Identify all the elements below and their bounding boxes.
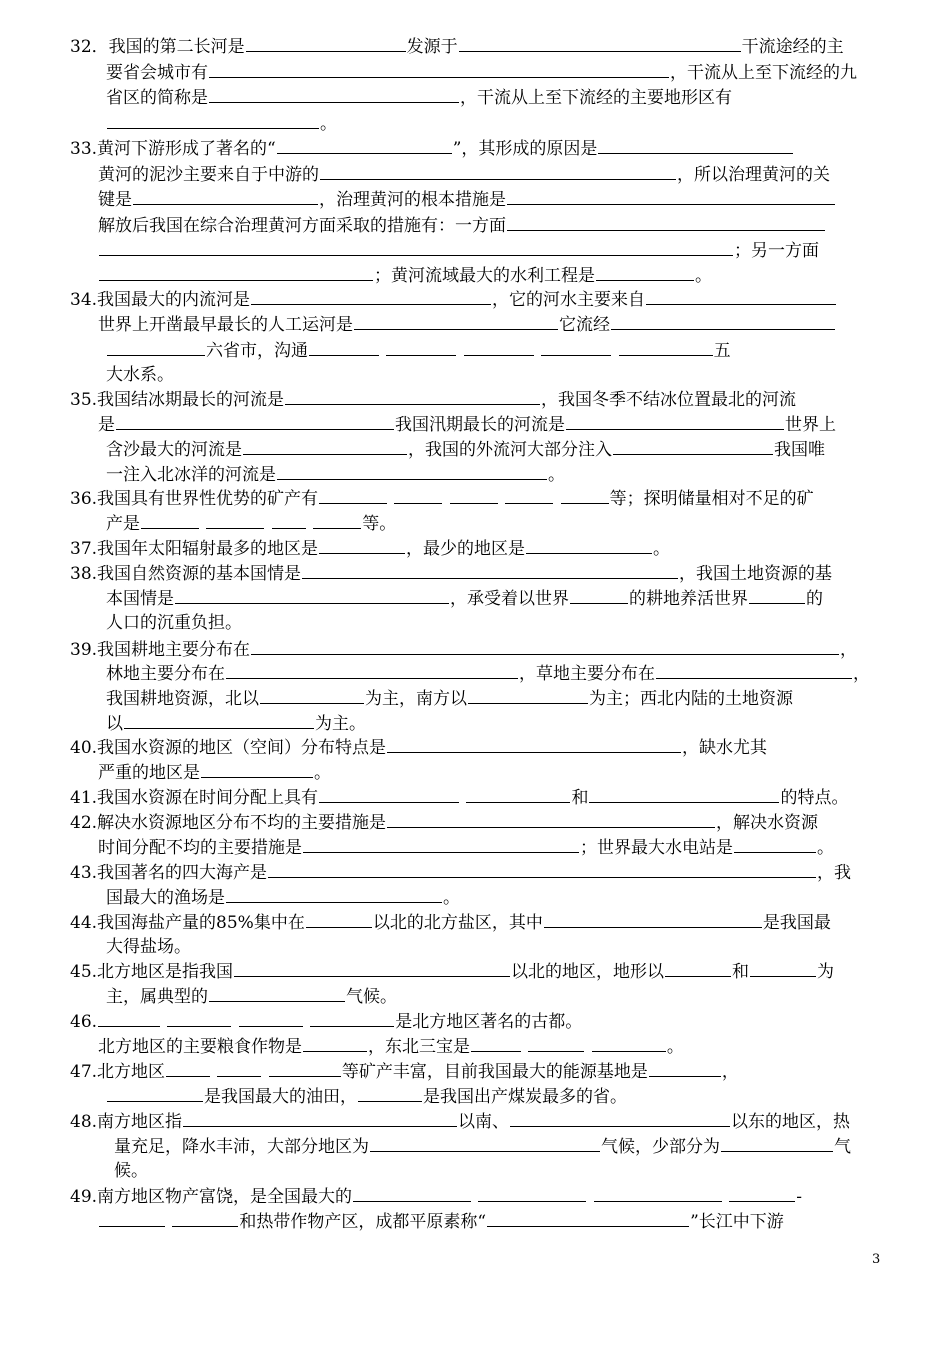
question-line [106,661,870,685]
line-text: ”，其形成的原因是 [452,139,598,159]
line-text: 气候。 [346,987,397,1007]
line-text: 省区的简称是 [106,88,208,108]
answer-blank[interactable] [394,486,442,504]
line-text: 等矿产丰富，目前我国最大的能源基地是 [341,1062,648,1082]
answer-blank[interactable] [209,60,669,78]
question-line [70,561,832,585]
answer-blank[interactable] [749,586,805,604]
line-text: 为主。 [315,714,366,734]
line-text: 气 [834,1137,851,1157]
answer-blank[interactable] [313,511,361,529]
line-text [460,788,465,808]
answer-blank[interactable] [124,711,314,729]
answer-blank[interactable] [183,1109,457,1127]
line-text: 45.北方地区是指我国 [70,962,234,982]
line-text: 人口的沉重负担。 [106,613,242,633]
answer-blank[interactable] [319,536,405,554]
answer-blank[interactable] [209,85,459,103]
answer-blank[interactable] [260,686,364,704]
answer-blank[interactable] [354,312,558,330]
line-text: 是北方地区著名的古都。 [395,1012,583,1032]
question-line [106,511,396,535]
question-line [98,263,712,287]
question-line [70,136,794,160]
answer-blank[interactable] [107,1084,203,1102]
line-text: 。 [320,114,337,134]
answer-blank[interactable] [471,1034,521,1052]
answer-blank[interactable] [319,486,387,504]
line-text: 主，属典型的 [106,987,208,1007]
answer-blank[interactable] [98,1009,160,1027]
question-line [106,711,366,735]
line-text: 。 [666,1037,684,1057]
line-text: 我国唯 [774,440,825,460]
answer-blank[interactable] [561,486,609,504]
line-text [200,514,205,534]
answer-blank[interactable] [107,338,205,356]
line-text [522,1037,527,1057]
answer-blank[interactable] [721,1134,833,1152]
line-text: ，草地主要分布在 [519,664,655,684]
line-text: 含沙最大的河流是 [106,440,242,460]
line-text: 五 [713,341,731,361]
answer-blank[interactable] [358,1084,422,1102]
line-text [262,1062,267,1082]
answer-blank[interactable] [510,1109,730,1127]
line-text [499,489,504,509]
question-line [70,860,851,884]
question-line [98,162,830,186]
answer-blank[interactable] [217,1059,261,1077]
line-text [388,489,393,509]
line-text: 解放后我国在综合治理黄河方面采取的措施有：一方面 [98,216,506,236]
question-line [70,1184,802,1208]
question-line [70,637,857,661]
line-text: ，治理黄河的根本措施是 [319,190,506,210]
answer-blank[interactable] [269,1059,341,1077]
answer-blank[interactable] [734,835,816,853]
answer-blank[interactable] [619,338,713,356]
line-text: 。 [548,465,565,485]
line-text: ，所以治理黄河的关 [677,165,830,185]
line-text: 36.我国具有世界性优势的矿产有 [70,489,319,509]
answer-blank[interactable] [729,1184,795,1202]
line-text: 。 [817,838,834,858]
answer-blank[interactable] [226,661,518,679]
answer-blank[interactable] [589,785,779,803]
question-line [98,1034,684,1058]
question-line [70,910,831,934]
line-text: ，我 [817,863,852,883]
question-line [106,462,565,486]
answer-blank[interactable] [272,511,306,529]
line-text: ，东北三宝是 [368,1037,470,1057]
answer-blank[interactable] [206,511,264,529]
answer-blank[interactable] [239,1009,303,1027]
line-text: 43.我国著名的四大海产是 [70,863,268,883]
question-line [70,735,767,759]
question-line [106,586,823,610]
answer-blank[interactable] [306,910,372,928]
line-text: 的耕地养活世界 [629,589,748,609]
answer-blank[interactable] [251,637,839,655]
answer-blank[interactable] [246,34,406,52]
line-text: 量充足，降水丰沛，大部分地区为 [114,1137,369,1157]
question-line [70,486,814,510]
question-line [98,412,836,436]
answer-blank[interactable] [309,338,379,356]
line-text: 一注入北冰洋的河流是 [106,465,276,485]
line-text: 它流经 [559,315,610,335]
line-text: ，干流从上至下流经的九 [670,63,857,83]
answer-blank[interactable] [303,1034,367,1052]
answer-blank[interactable] [507,187,835,205]
answer-blank[interactable] [468,686,588,704]
line-text: 北方地区的主要粮食作物是 [98,1037,302,1057]
answer-blank[interactable] [466,785,570,803]
line-text: 以 [106,714,123,734]
question-line [70,287,837,311]
line-text: 40.我国水资源的地区（空间）分布特点是 [70,738,387,758]
line-text: ，我国的外流河大部分注入 [408,440,612,460]
line-text: 44.我国海盐产量的85%集中在 [70,913,305,933]
question-line [70,785,848,809]
line-text: 大水系。 [106,365,174,385]
line-text: ，干流从上至下流经的主要地形区有 [460,88,732,108]
line-text [443,489,448,509]
line-text: ，我国冬季不结冰位置最北的河流 [541,390,797,410]
line-text: 时间分配不均的主要措施是 [98,838,302,858]
line-text: 国最大的渔场是 [106,888,225,908]
answer-blank[interactable] [277,136,452,154]
answer-blank[interactable] [566,412,784,430]
line-text [554,489,559,509]
line-text: 黄河的泥沙主要来自于中游的 [98,165,319,185]
line-text [232,1012,237,1032]
question-line [106,984,397,1008]
answer-blank[interactable] [596,263,694,281]
line-text: ；世界最大水电站是 [580,838,733,858]
line-text: 以东的地区，热 [731,1112,851,1132]
line-text: 为主；西北内陆的土地资源 [589,689,793,709]
answer-blank[interactable] [234,959,510,977]
question-line [70,387,796,411]
line-text [535,341,540,361]
answer-blank[interactable] [387,810,715,828]
line-text: ，承受着以世界 [450,589,569,609]
answer-blank[interactable] [570,586,628,604]
line-text: 我国汛期最长的河流是 [395,415,565,435]
answer-blank[interactable] [353,1184,471,1202]
line-text: 的 [806,589,823,609]
line-text: 33.黄河下游形成了著名的“ [70,139,276,159]
line-text: 和 [732,962,750,982]
line-text: 是 [98,415,115,435]
question-line [98,187,836,211]
answer-blank[interactable] [320,162,676,180]
line-text [472,1187,477,1207]
answer-blank[interactable] [251,287,491,305]
line-text [307,514,312,534]
answer-blank[interactable] [141,511,199,529]
answer-blank[interactable] [116,412,394,430]
line-text [265,514,270,534]
question-line [106,338,731,362]
line-text [612,341,617,361]
line-text: 38.我国自然资源的基本国情是 [70,564,302,584]
answer-blank[interactable] [277,462,547,480]
line-text: ”长江中下游 [690,1212,784,1232]
line-text: 48.南方地区指 [70,1112,183,1132]
line-text: 严重的地区是 [98,763,200,783]
answer-blank[interactable] [646,287,836,305]
answer-blank[interactable] [175,586,449,604]
answer-blank[interactable] [487,1209,689,1227]
line-text: 是我国最 [762,913,831,933]
line-text: 是我国最大的油田， [204,1087,357,1107]
question-line [98,835,834,859]
answer-blank[interactable] [750,959,816,977]
line-text: 为 [817,962,835,982]
line-text: ，缺水尤其 [682,738,768,758]
question-line [70,959,834,983]
answer-blank[interactable] [310,1009,394,1027]
answer-blank[interactable] [107,111,319,129]
page-number: 3 [872,1252,881,1267]
answer-blank[interactable] [478,1184,586,1202]
answer-blank[interactable] [226,885,442,903]
answer-blank[interactable] [133,187,318,205]
question-line [70,34,844,58]
answer-blank[interactable] [319,785,459,803]
line-text: 35.我国结冰期最长的河流是 [70,390,285,410]
answer-blank[interactable] [167,1009,231,1027]
answer-blank[interactable] [541,338,611,356]
line-text: 要省会城市有 [106,63,208,83]
line-text: ；另一方面 [734,241,819,261]
answer-blank[interactable] [303,835,579,853]
line-text: 的特点。 [780,788,849,808]
line-text: 和热带作物产区，成都平原素称“ [239,1212,487,1232]
line-text [587,1187,592,1207]
line-text: 等。 [362,514,397,534]
line-text: 37.我国年太阳辐射最多的地区是 [70,539,319,559]
question-line [70,1109,850,1133]
question-line [98,1209,784,1233]
line-text: 。 [653,539,671,559]
question-line [114,1159,148,1183]
line-text: ，最少的地区是 [406,539,526,559]
question-line [98,213,826,237]
line-text: 41.我国水资源在时间分配上具有 [70,788,319,808]
line-text: 等；探明储量相对不足的矿 [609,489,814,509]
line-text: 49.南方地区物产富饶，是全国最大的 [70,1187,353,1207]
line-text: ；黄河流域最大的水利工程是 [374,266,595,286]
line-text: 。 [443,888,460,908]
answer-blank[interactable] [507,213,825,231]
line-text: ， [853,664,870,684]
answer-blank[interactable] [166,1059,210,1077]
line-text: 本国情是 [106,589,174,609]
line-text: ， [721,1062,739,1082]
question-line [106,611,242,635]
answer-blank[interactable] [268,860,816,878]
line-text: 以南、 [458,1112,510,1132]
answer-blank[interactable] [613,437,773,455]
answer-blank[interactable] [544,910,762,928]
question-line [106,686,793,710]
line-text: 大得盐场。 [106,937,191,957]
answer-blank[interactable] [99,263,373,281]
line-text: 我国耕地资源，北以 [106,689,259,709]
line-text: 世界上 [785,415,836,435]
answer-blank[interactable] [611,312,835,330]
line-text [304,1012,309,1032]
question-line [70,1009,582,1033]
line-text: 候。 [114,1161,148,1181]
answer-blank[interactable] [243,437,407,455]
question-line [106,1084,627,1108]
line-text: 产是 [106,514,140,534]
answer-blank[interactable] [505,486,553,504]
answer-blank[interactable] [459,34,741,52]
question-line [98,312,836,336]
line-text: 六省市，沟通 [206,341,308,361]
answer-blank[interactable] [209,984,345,1002]
line-text [380,341,385,361]
line-text: 键是 [98,190,132,210]
line-text: 干流途经的主 [741,37,844,57]
question-line [106,885,460,909]
question-line [70,536,670,560]
line-text [211,1062,216,1082]
line-text: 为主，南方以 [365,689,467,709]
question-line [98,760,331,784]
answer-blank[interactable] [450,486,498,504]
answer-blank[interactable] [99,238,733,256]
line-text: 以北的地区，地形以 [511,962,665,982]
line-text: 。 [314,763,331,783]
line-text: 世界上开凿最早最长的人工运河是 [98,315,353,335]
question-line [106,111,337,135]
answer-blank[interactable] [528,1034,584,1052]
line-text: 以北的北方盐区，其中 [372,913,543,933]
question-line [106,363,174,387]
question-line [98,238,819,262]
line-text [166,1212,171,1232]
line-text: - [796,1187,803,1207]
line-text: 林地主要分布在 [106,664,225,684]
question-line [106,437,825,461]
line-text [161,1012,166,1032]
line-text [723,1187,728,1207]
line-text: 。 [695,266,712,286]
question-line [106,935,191,959]
answer-blank[interactable] [649,1059,721,1077]
line-text: ，解决水资源 [716,813,819,833]
answer-blank[interactable] [665,959,731,977]
line-text [585,1037,590,1057]
question-line [106,85,732,109]
answer-blank[interactable] [201,760,313,778]
answer-blank[interactable] [386,338,456,356]
answer-blank[interactable] [656,661,852,679]
line-text: 和 [571,788,589,808]
line-text: 气候，少部分为 [601,1137,720,1157]
line-text: 32．我国的第二长河是 [70,37,245,57]
line-text: 34.我国最大的内流河是 [70,290,251,310]
answer-blank[interactable] [370,1134,600,1152]
question-line [106,60,857,84]
line-text: 39.我国耕地主要分布在 [70,640,251,660]
line-text: 46. [70,1012,98,1032]
answer-blank[interactable] [172,1209,238,1227]
line-text: 42.解决水资源地区分布不均的主要措施是 [70,813,387,833]
line-text: 发源于 [406,37,458,57]
answer-blank[interactable] [526,536,652,554]
line-text: ，我国土地资源的基 [679,564,833,584]
answer-blank[interactable] [302,561,678,579]
answer-blank[interactable] [387,735,681,753]
question-line [70,810,818,834]
line-text: 47.北方地区 [70,1062,166,1082]
line-text: 是我国出产煤炭最多的省。 [423,1087,627,1107]
answer-blank[interactable] [592,1034,666,1052]
answer-blank[interactable] [464,338,534,356]
answer-blank[interactable] [598,136,793,154]
answer-blank[interactable] [99,1209,165,1227]
answer-blank[interactable] [594,1184,722,1202]
line-text: ， [840,640,858,660]
question-line [70,1059,739,1083]
question-line [114,1134,851,1158]
line-text [457,341,462,361]
answer-blank[interactable] [285,387,540,405]
line-text: ，它的河水主要来自 [492,290,646,310]
